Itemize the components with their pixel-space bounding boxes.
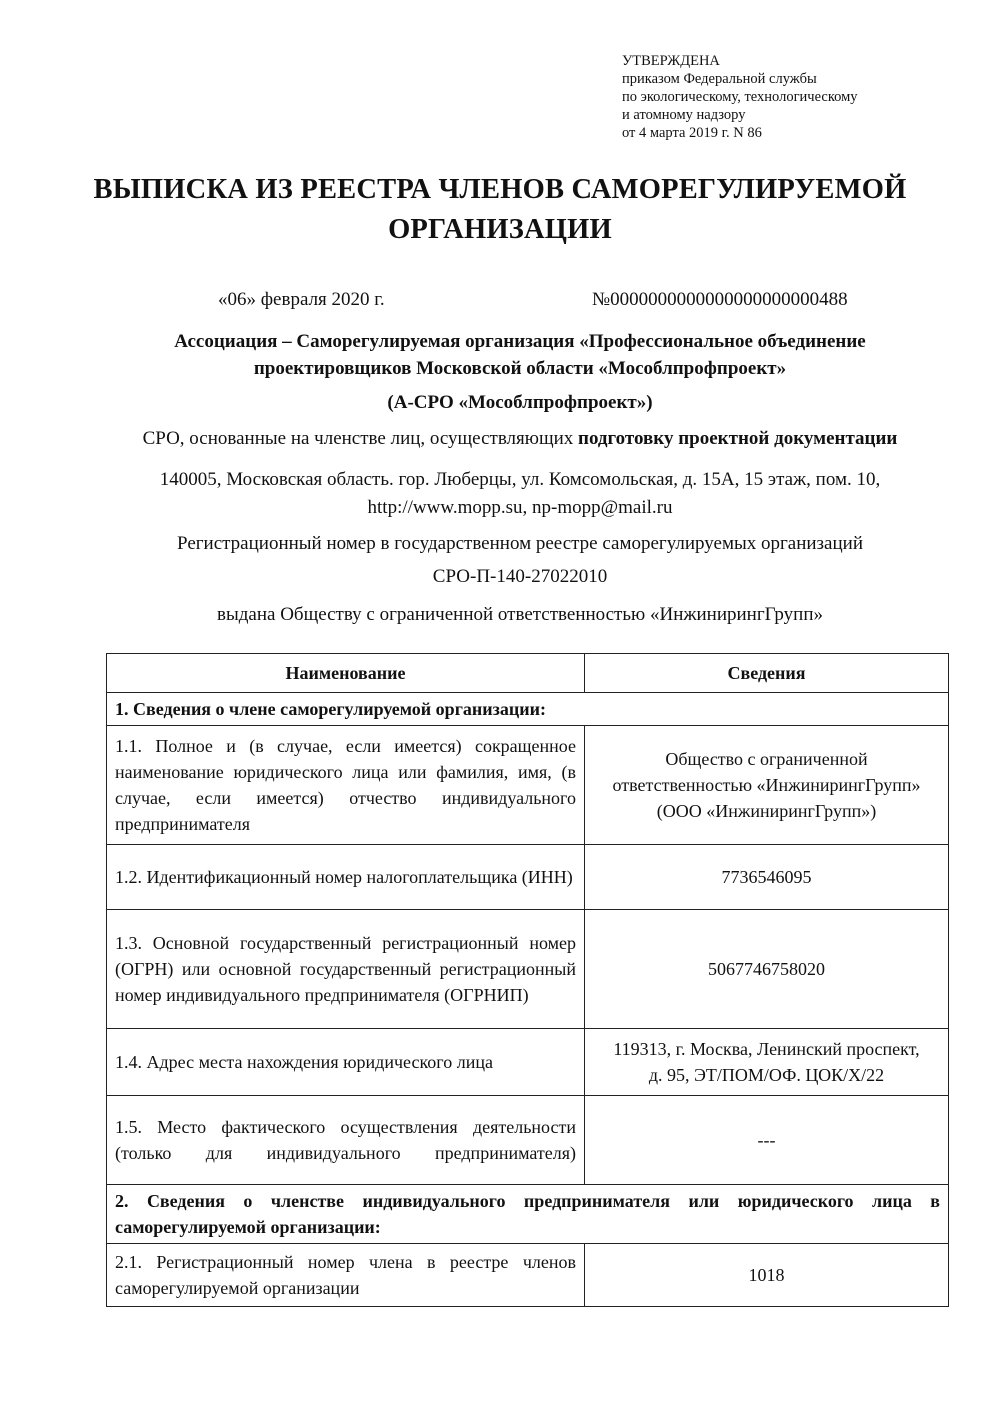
row-1-3-value: 5067746758020 [585, 910, 949, 1029]
table-row [107, 1244, 949, 1307]
value-line: ответственностью «ИнжинирингГрупп» [612, 775, 921, 795]
section-2-title: 2. Сведения о членстве индивидуального предпринимателя или юридического лица в саморегулируемой организации: [107, 1185, 949, 1244]
sro-type [40, 428, 1000, 450]
row-1-5-name: 1.5. Место фактического осуществления деятельности (только для индивидуального предпринимателя) [107, 1096, 585, 1185]
org-line: проектировщиков Московской области «Мособлпрофпроект» [253, 358, 787, 379]
header-name: Наименование [107, 654, 585, 693]
row-2-1-value: 1018 [585, 1244, 949, 1307]
approval-stamp [622, 52, 952, 142]
contacts-line: http://www.mopp.su, np-mopp@mail.ru [367, 497, 673, 518]
approval-line: и атомному надзору [622, 107, 746, 123]
registry-number: СРО-П-140-27022010 [432, 566, 608, 587]
row-1-4-value [585, 1029, 949, 1096]
table-row [107, 726, 949, 845]
value-line: д. 95, ЭТ/ПОМ/ОФ. ЦОК/Х/22 [648, 1065, 885, 1085]
organization-address [40, 466, 1000, 522]
registry-label: Регистрационный номер в государственном реестре саморегулируемых организаций [177, 533, 863, 554]
title-line: ВЫПИСКА ИЗ РЕЕСТРА ЧЛЕНОВ САМОРЕГУЛИРУЕМОЙ [93, 174, 907, 205]
sro-type-prefix: СРО, основанные на членстве лиц, осуществляющих [142, 428, 579, 449]
table-row [107, 910, 949, 1029]
table-row [107, 1029, 949, 1096]
section-row [107, 693, 949, 726]
address-line: 140005, Московская область. гор. Люберцы, ул. Комсомольская, д. 15А, 15 этаж, пом. 10, [159, 469, 881, 490]
header-info: Сведения [585, 654, 949, 693]
row-1-1-name: 1.1. Полное и (в случае, если имеется) сокращенное наименование юридического лица или фамилия, имя, (в случае, если имеется) отчество индивидуального предпринимателя [107, 726, 585, 845]
issued-to: выдана Обществу с ограниченной ответственностью «ИнжинирингГрупп» [217, 604, 823, 625]
row-1-3-name: 1.3. Основной государственный регистрационный номер (ОГРН) или основной государственный регистрационный номер индивидуального предпринимателя (ОГРНИП) [107, 910, 585, 1029]
value-line: 119313, г. Москва, Ленинский проспект, [613, 1039, 920, 1059]
sro-type-activity: подготовку проектной документации [578, 428, 898, 449]
table-header-row [107, 654, 949, 693]
row-1-4-name: 1.4. Адрес места нахождения юридического лица [107, 1029, 585, 1096]
row-1-2-value: 7736546095 [585, 845, 949, 910]
org-line: Ассоциация – Саморегулируемая организация «Профессиональное объединение [174, 331, 866, 352]
value-line: Общество с ограниченной [665, 749, 868, 769]
row-1-5-value: --- [585, 1096, 949, 1185]
document-date: «06» февраля 2020 г. [218, 289, 385, 310]
value-line: (ООО «ИнжинирингГрупп») [656, 801, 877, 821]
approval-line: от 4 марта 2019 г. N 86 [622, 125, 762, 141]
approval-line: по экологическому, технологическому [622, 89, 858, 105]
organization-full-name [60, 328, 980, 382]
table-row [107, 845, 949, 910]
approval-line: приказом Федеральной службы [622, 71, 817, 87]
section-1-title: 1. Сведения о члене саморегулируемой организации: [107, 693, 949, 726]
registry-table [106, 653, 949, 1307]
approval-line: УТВЕРЖДЕНА [622, 53, 720, 69]
title-line: ОРГАНИЗАЦИИ [388, 214, 612, 245]
row-1-1-value [585, 726, 949, 845]
table-row [107, 1096, 949, 1185]
document-title [60, 170, 940, 250]
organization-short-name: (А-СРО «Мособлпрофпроект») [387, 392, 653, 413]
row-2-1-name: 2.1. Регистрационный номер члена в реестре членов саморегулируемой организации [107, 1244, 585, 1307]
section-row [107, 1185, 949, 1244]
document-number: №0000000000000000000000488 [592, 289, 848, 310]
row-1-2-name: 1.2. Идентификационный номер налогоплательщика (ИНН) [107, 845, 585, 910]
